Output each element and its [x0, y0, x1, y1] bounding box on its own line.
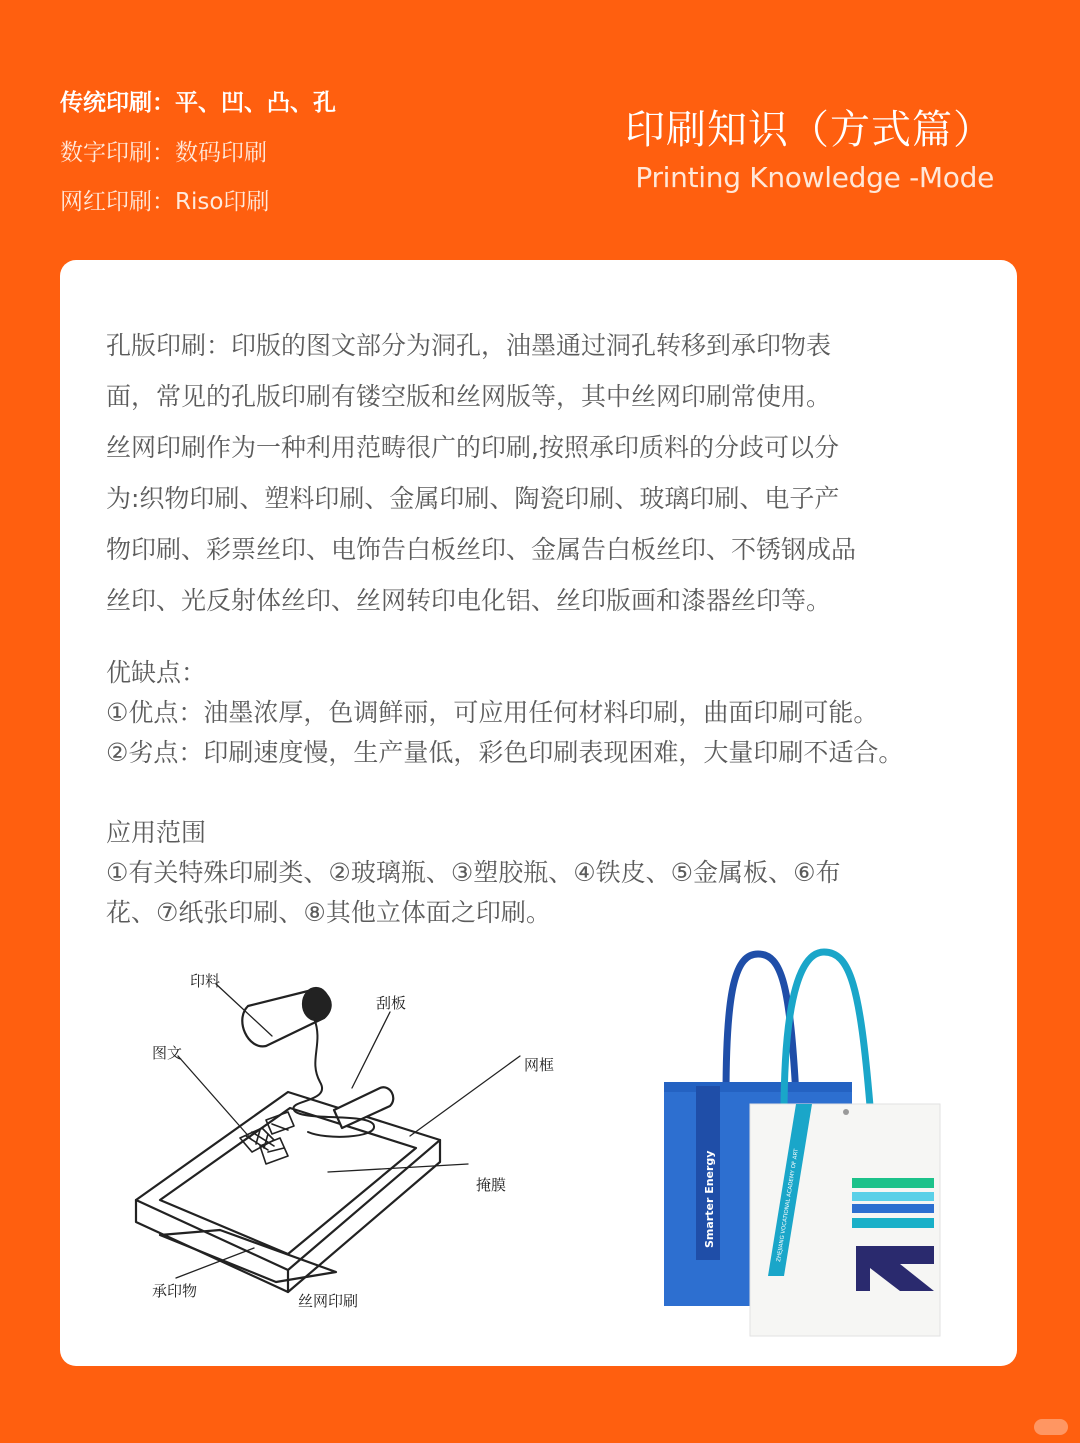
scope-line: 花、⑦纸张印刷、⑧其他立体面之印刷。	[106, 898, 551, 927]
page-title-block	[625, 104, 994, 198]
nav-item-traditional: 传统印刷：平、凹、凸、孔	[60, 90, 336, 116]
page-subtitle: Printing Knowledge -Mode	[635, 161, 994, 194]
label-ink: 印料	[190, 972, 221, 990]
category-list	[60, 88, 336, 237]
watermark-badge	[1034, 1419, 1068, 1435]
pros-text: ①优点：油墨浓厚，色调鲜丽，可应用任何材料印刷，曲面印刷可能。	[106, 698, 879, 727]
intro-line: 面，常见的孔版印刷有镂空版和丝网版等，其中丝网印刷常使用。	[106, 382, 832, 411]
label-mask: 掩膜	[476, 1176, 507, 1194]
intro-line: 孔版印刷：印版的图文部分为洞孔，油墨通过洞孔转移到承印物表	[106, 331, 832, 360]
tote-bags-image	[656, 946, 952, 1341]
pros-cons-heading: 优缺点：	[106, 658, 207, 687]
content-card	[60, 260, 1017, 1366]
scope-section	[106, 813, 990, 933]
label-squeegee: 刮板	[376, 994, 407, 1012]
intro-line: 物印刷、彩票丝印、电饰告白板丝印、金属告白板丝印、不锈钢成品	[106, 535, 857, 564]
page-title: 印刷知识（方式篇）	[625, 107, 994, 153]
intro-paragraph	[106, 320, 990, 626]
label-substrate: 承印物	[152, 1282, 198, 1300]
pros-cons-section	[106, 653, 990, 773]
diagram-caption: 丝网印刷	[298, 1292, 359, 1310]
label-image-text: 图文	[152, 1044, 183, 1062]
ink-stream	[293, 1018, 374, 1137]
intro-line: 为:织物印刷、塑料印刷、金属印刷、陶瓷印刷、玻璃印刷、电子产	[106, 484, 840, 513]
blue-strap-text: Smarter Energy	[703, 1150, 716, 1248]
scope-heading: 应用范围	[106, 818, 207, 847]
nav-item-digital: 数字印刷：数码印刷	[60, 139, 267, 166]
label-frame: 网框	[524, 1056, 555, 1074]
screen-printing-diagram	[128, 960, 568, 1350]
scope-line: ①有关特殊印刷类、②玻璃瓶、③塑胶瓶、④铁皮、⑤金属板、⑥布	[106, 858, 841, 887]
white-strap-text: ZHEJIANG VOCATIONAL ACADEMY OF ART	[776, 1148, 800, 1263]
intro-line: 丝印、光反射体丝印、丝网转印电化铝、丝印版画和漆器丝印等。	[106, 586, 832, 615]
cons-text: ②劣点：印刷速度慢，生产量低，彩色印刷表现困难，大量印刷不适合。	[106, 738, 904, 767]
intro-line: 丝网印刷作为一种利用范畴很广的印刷,按照承印质料的分歧可以分	[106, 433, 839, 462]
nav-item-riso: 网红印刷：Riso印刷	[60, 189, 270, 215]
